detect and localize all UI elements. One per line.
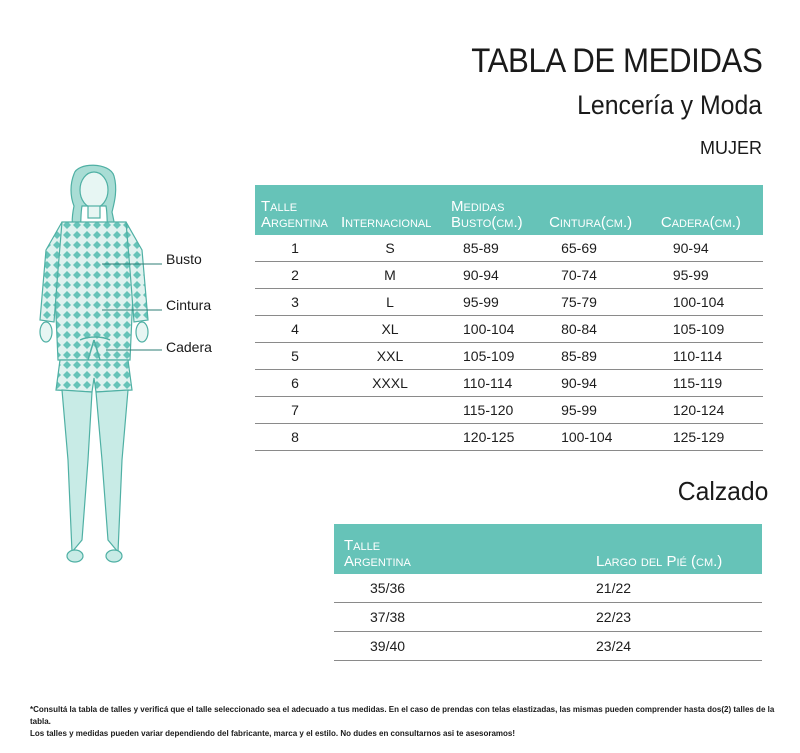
calzado-title: Calzado <box>677 476 768 506</box>
shoe-row <box>334 574 762 603</box>
size-cell-cintura: 80-84 <box>543 316 655 343</box>
page-title: TABLA DE MEDIDAS <box>470 42 762 80</box>
waist-label: Cintura <box>166 297 212 313</box>
size-cell-cintura: 75-79 <box>543 289 655 316</box>
size-cell-cadera: 100-104 <box>655 289 763 316</box>
size-row <box>255 262 763 289</box>
header-busto-label: Busto(cm.) <box>451 214 523 231</box>
size-cell-busto: 95-99 <box>445 289 543 316</box>
size-cell-talle: 4 <box>255 316 335 343</box>
size-cell-talle: 1 <box>255 235 335 262</box>
size-cell-intl: L <box>335 289 445 316</box>
size-cell-intl: M <box>335 262 445 289</box>
size-cell-busto: 100-104 <box>445 316 543 343</box>
shoe-cell-talle: 37/38 <box>334 603 560 632</box>
size-cell-cadera: 95-99 <box>655 262 763 289</box>
header-shoe-talle-line1: Talle <box>344 537 381 554</box>
size-cell-talle: 8 <box>255 424 335 451</box>
size-cell-intl: XXL <box>335 343 445 370</box>
header-cintura: Cintura(cm.) <box>543 185 655 235</box>
woman-figure-icon <box>22 160 172 570</box>
size-row <box>255 397 763 424</box>
size-cell-talle: 7 <box>255 397 335 424</box>
size-cell-talle: 6 <box>255 370 335 397</box>
size-cell-intl: S <box>335 235 445 262</box>
footnote-line-1: *Consultá la tabla de talles y verificá que el talle seleccionado sea el adecuado a tus medidas. En el caso de prendas con telas elastizadas, las mismas pueden comprender hasta dos(2) talles de la tabla. <box>30 705 775 726</box>
header-medidas: Medidas <box>451 198 505 215</box>
bust-label: Busto <box>166 251 202 267</box>
size-cell-cadera: 115-119 <box>655 370 763 397</box>
size-cell-talle: 5 <box>255 343 335 370</box>
header-shoe-talle <box>334 524 560 574</box>
size-cell-cadera: 120-124 <box>655 397 763 424</box>
size-cell-cintura: 95-99 <box>543 397 655 424</box>
shoe-table-header <box>334 524 762 574</box>
size-cell-intl: XL <box>335 316 445 343</box>
size-cell-busto: 90-94 <box>445 262 543 289</box>
header-talle <box>255 185 335 235</box>
size-cell-intl <box>335 397 445 424</box>
size-cell-cintura: 90-94 <box>543 370 655 397</box>
header-shoe-talle-line2: Argentina <box>344 553 411 570</box>
size-row <box>255 343 763 370</box>
footnote-line-2: Los talles y medidas pueden variar dependiendo del fabricante, marca y el estilo. No dudes en consultarnos asi te asesoramos! <box>30 729 516 738</box>
size-cell-busto: 85-89 <box>445 235 543 262</box>
size-cell-cintura: 65-69 <box>543 235 655 262</box>
shoe-cell-talle: 35/36 <box>334 574 560 603</box>
shoe-table <box>334 524 762 661</box>
size-cell-intl <box>335 424 445 451</box>
shoe-row <box>334 603 762 632</box>
size-table-header <box>255 185 763 235</box>
size-row <box>255 316 763 343</box>
size-row <box>255 370 763 397</box>
shoe-cell-largo: 22/23 <box>560 603 762 632</box>
size-cell-talle: 2 <box>255 262 335 289</box>
page-subtitle: Lencería y Moda <box>576 90 762 120</box>
header-internacional: Internacional <box>335 185 445 235</box>
woman-figure-illustration <box>22 160 172 570</box>
size-row <box>255 424 763 451</box>
header-cadera: Cadera(cm.) <box>655 185 763 235</box>
size-cell-cintura: 85-89 <box>543 343 655 370</box>
shoe-row <box>334 632 762 661</box>
size-row <box>255 235 763 262</box>
header-largo: Largo del Pié (cm.) <box>560 524 762 574</box>
size-cell-cintura: 100-104 <box>543 424 655 451</box>
size-cell-busto: 105-109 <box>445 343 543 370</box>
size-cell-busto: 115-120 <box>445 397 543 424</box>
size-cell-cadera: 105-109 <box>655 316 763 343</box>
size-table <box>255 185 763 451</box>
size-cell-busto: 110-114 <box>445 370 543 397</box>
size-cell-talle: 3 <box>255 289 335 316</box>
footnote <box>30 704 775 740</box>
shoe-cell-talle: 39/40 <box>334 632 560 661</box>
hip-label: Cadera <box>166 339 212 355</box>
header-talle-line2: Argentina <box>261 214 328 231</box>
gender-label: MUJER <box>700 138 762 158</box>
size-cell-busto: 120-125 <box>445 424 543 451</box>
header-talle-line1: Talle <box>261 198 298 215</box>
header-busto <box>445 185 543 235</box>
size-cell-cadera: 90-94 <box>655 235 763 262</box>
size-cell-cadera: 110-114 <box>655 343 763 370</box>
shoe-cell-largo: 21/22 <box>560 574 762 603</box>
size-cell-cintura: 70-74 <box>543 262 655 289</box>
size-cell-cadera: 125-129 <box>655 424 763 451</box>
shoe-cell-largo: 23/24 <box>560 632 762 661</box>
size-row <box>255 289 763 316</box>
size-cell-intl: XXXL <box>335 370 445 397</box>
